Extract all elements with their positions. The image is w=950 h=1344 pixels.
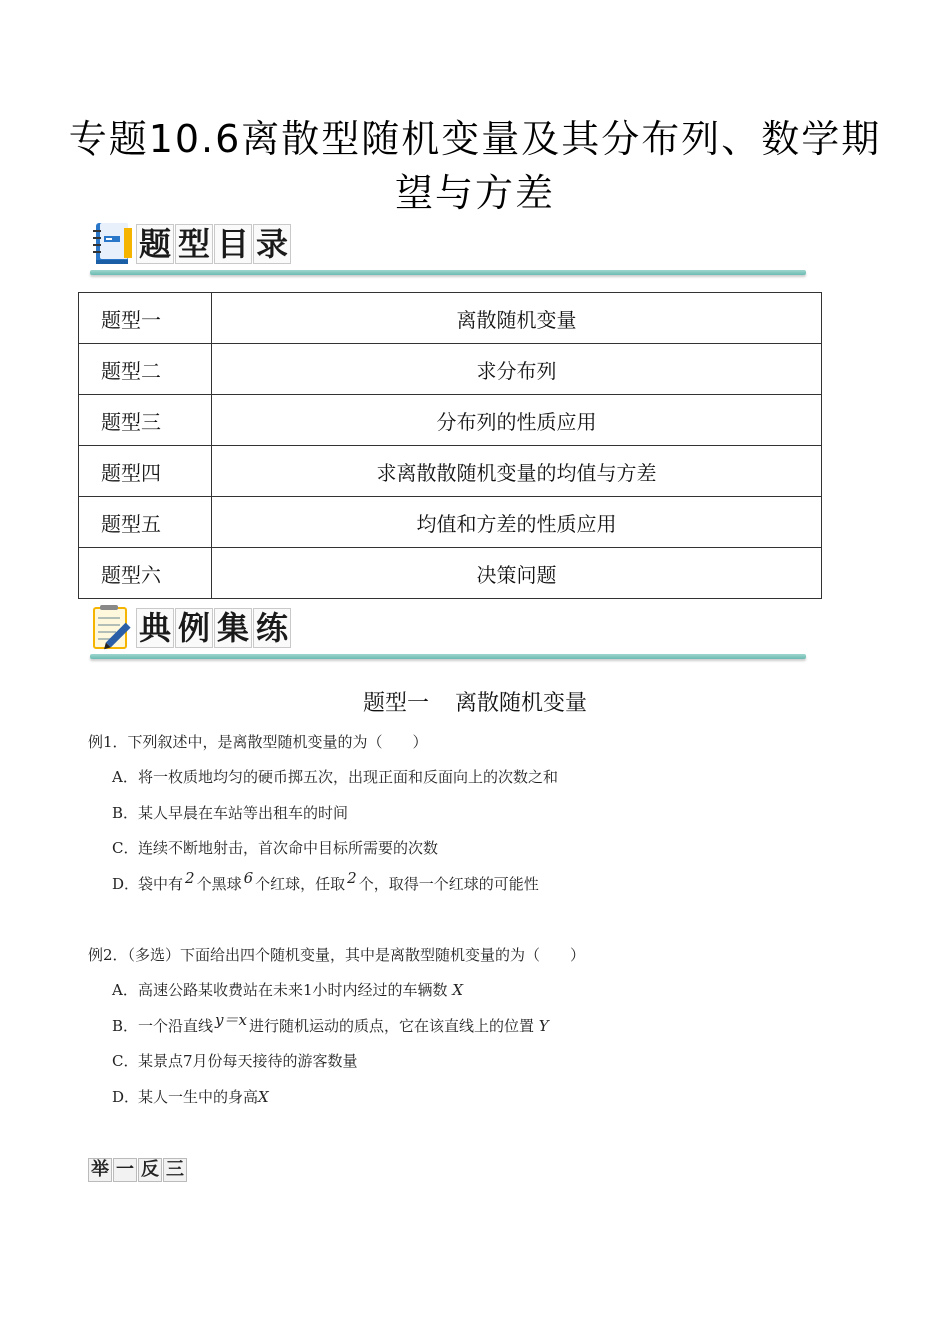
toc-row — [79, 344, 822, 395]
toc-type: 题型四 — [79, 446, 212, 497]
math-number: 2 — [185, 869, 195, 887]
toc-row — [79, 446, 822, 497]
option-key: B． — [112, 804, 139, 822]
toc-topic: 均值和方差的性质应用 — [212, 497, 822, 548]
option-text: 某人一生中的身高 — [138, 1088, 259, 1106]
math-number: 6 — [243, 869, 254, 887]
toc-heading-char: 目 — [214, 224, 252, 264]
toc-row — [79, 497, 822, 548]
example1-option-b — [112, 803, 348, 823]
examples-heading-char: 典 — [136, 608, 174, 648]
toc-table — [78, 292, 822, 599]
examples-section-header — [90, 604, 810, 664]
examples-heading-char: 集 — [214, 608, 252, 648]
exercise-tag — [88, 1158, 188, 1182]
toc-type: 题型三 — [79, 395, 212, 446]
math-variable: X — [452, 981, 464, 999]
exercise-tag-char: 一 — [113, 1158, 137, 1182]
exercise-tag-char: 三 — [163, 1158, 187, 1182]
examples-heading — [136, 608, 292, 648]
toc-type: 题型五 — [79, 497, 212, 548]
option-text: 个，取得一个红球的可能性 — [358, 875, 539, 893]
examples-heading-char: 例 — [175, 608, 213, 648]
toc-row — [79, 548, 822, 599]
toc-row — [79, 395, 822, 446]
option-text: 将一枚质地均匀的硬币掷五次，出现正面和反面向上的次数之和 — [138, 768, 559, 786]
example2-option-c — [112, 1051, 358, 1071]
toc-type: 题型二 — [79, 344, 212, 395]
example2-option-a — [112, 980, 463, 1000]
section-divider — [90, 270, 806, 275]
toc-heading-char: 题 — [136, 224, 174, 264]
section-type: 题型一 — [362, 691, 429, 716]
notebook-icon — [90, 220, 134, 268]
option-key: D． — [112, 875, 140, 893]
option-text: 某人早晨在车站等出租车的时间 — [138, 804, 349, 822]
example1-option-c — [112, 838, 438, 858]
toc-topic: 分布列的性质应用 — [212, 395, 822, 446]
toc-section-header — [90, 220, 810, 280]
exercise-tag-char: 反 — [138, 1158, 162, 1182]
section-topic: 离散随机变量 — [455, 691, 588, 716]
toc-heading — [136, 224, 292, 264]
example2-stem: 例2．（多选）下面给出四个随机变量，其中是离散型随机变量的为（ ） — [88, 946, 586, 964]
option-text: 某景点7月份每天接待的游客数量 — [138, 1052, 358, 1070]
section-subheading — [0, 686, 950, 717]
option-key: A． — [112, 981, 138, 999]
option-key: A． — [112, 768, 138, 786]
option-key: D． — [112, 1088, 140, 1106]
example1-option-d — [112, 869, 539, 894]
math-equation: y＝x — [215, 1011, 247, 1029]
example1-stem: 例1．下列叙述中，是离散型随机变量的为（ ） — [88, 733, 428, 751]
option-text: 连续不断地射击，首次命中目标所需要的次数 — [138, 839, 439, 857]
toc-row — [79, 293, 822, 344]
example2-option-d — [112, 1087, 269, 1107]
toc-type: 题型六 — [79, 548, 212, 599]
option-key: C． — [112, 1052, 139, 1070]
toc-type: 题型一 — [79, 293, 212, 344]
toc-heading-char: 型 — [175, 224, 213, 264]
math-number: 2 — [347, 869, 357, 887]
toc-topic: 决策问题 — [212, 548, 822, 599]
option-text: 一个沿直线 — [138, 1017, 214, 1035]
toc-topic: 求分布列 — [212, 344, 822, 395]
option-text: 个黑球 — [196, 875, 242, 893]
examples-heading-char: 练 — [253, 608, 291, 648]
option-key: C． — [112, 839, 139, 857]
toc-topic: 离散随机变量 — [212, 293, 822, 344]
math-variable: Y — [538, 1017, 549, 1035]
option-key: B． — [112, 1017, 139, 1035]
document-title: 专题10.6离散型随机变量及其分布列、数学期望与方差 — [68, 117, 882, 215]
option-text: 高速公路某收费站在未来1小时内经过的车辆数 — [138, 981, 448, 999]
option-text: 袋中有 — [138, 875, 184, 893]
toc-topic: 求离散散随机变量的均值与方差 — [212, 446, 822, 497]
pencil-notepad-icon — [90, 604, 134, 652]
exercise-tag-char: 举 — [88, 1158, 112, 1182]
option-text: 进行随机运动的质点，它在该直线上的位置 — [248, 1017, 534, 1035]
option-text: 个红球，任取 — [255, 875, 346, 893]
math-variable: X — [258, 1088, 269, 1106]
example1-option-a — [112, 767, 558, 787]
example2-option-b — [112, 1011, 549, 1036]
toc-heading-char: 录 — [253, 224, 291, 264]
section-divider — [90, 654, 806, 659]
